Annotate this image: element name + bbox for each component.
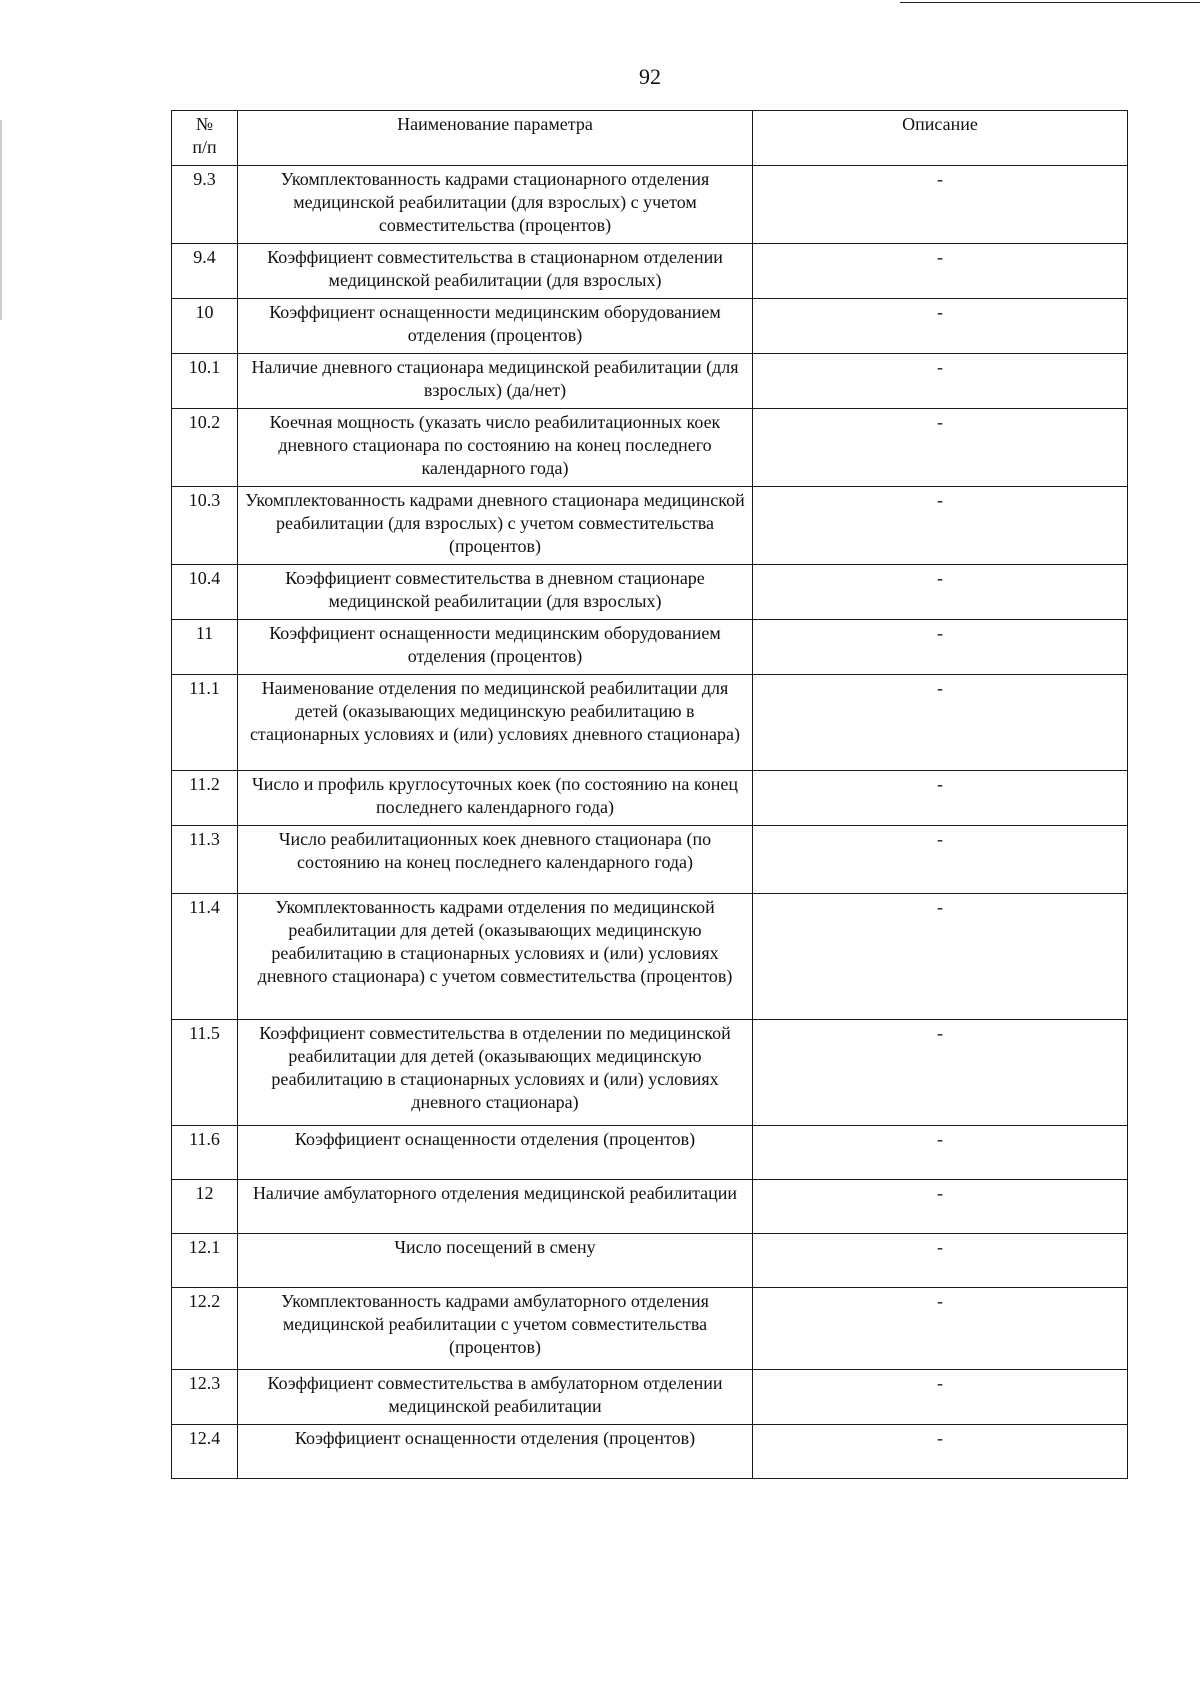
table-row — [172, 771, 1128, 826]
row-parameter-name-cell: Коечная мощность (указать число реабилитационных коек дневного стационара по состоянию на конец последнего календарного года) — [238, 409, 753, 487]
row-number-cell: 9.3 — [172, 166, 238, 244]
row-number-cell: 12.1 — [172, 1234, 238, 1288]
row-description-cell: - — [753, 894, 1128, 1020]
row-parameter-name-cell: Наличие дневного стационара медицинской реабилитации (для взрослых) (да/нет) — [238, 354, 753, 409]
row-parameter-name-cell: Число реабилитационных коек дневного стационара (по состоянию на конец последнего календарного года) — [238, 826, 753, 894]
table-row — [172, 1126, 1128, 1180]
row-parameter-name-cell: Коэффициент совместительства в дневном стационаре медицинской реабилитации (для взрослых) — [238, 565, 753, 620]
row-description-cell: - — [753, 565, 1128, 620]
table-row — [172, 894, 1128, 1020]
parameters-table — [171, 110, 1128, 1479]
row-parameter-name-cell: Укомплектованность кадрами отделения по медицинской реабилитации для детей (оказывающих медицинскую реабилитацию в стационарных условиях и (или) условиях дневного стационара) с учетом совместительства (процентов) — [238, 894, 753, 1020]
row-number-cell: 10.2 — [172, 409, 238, 487]
row-number-cell: 12.3 — [172, 1370, 238, 1425]
table-row — [172, 620, 1128, 675]
table-row — [172, 1180, 1128, 1234]
row-number-cell: 11.3 — [172, 826, 238, 894]
row-description-cell: - — [753, 166, 1128, 244]
row-parameter-name-cell: Число посещений в смену — [238, 1234, 753, 1288]
row-description-cell: - — [753, 1288, 1128, 1370]
row-parameter-name-cell: Наименование отделения по медицинской реабилитации для детей (оказывающих медицинскую реабилитацию в стационарных условиях и (или) условиях дневного стационара) — [238, 675, 753, 771]
row-number-cell: 11.4 — [172, 894, 238, 1020]
table-row — [172, 1288, 1128, 1370]
row-description-cell: - — [753, 354, 1128, 409]
row-parameter-name-cell: Число и профиль круглосуточных коек (по состоянию на конец последнего календарного года) — [238, 771, 753, 826]
row-description-cell: - — [753, 675, 1128, 771]
row-description-cell: - — [753, 409, 1128, 487]
row-parameter-name-cell: Укомплектованность кадрами амбулаторного отделения медицинской реабилитации с учетом совместительства (процентов) — [238, 1288, 753, 1370]
table-row — [172, 354, 1128, 409]
row-parameter-name-cell: Наличие амбулаторного отделения медицинской реабилитации — [238, 1180, 753, 1234]
row-number-cell: 12.2 — [172, 1288, 238, 1370]
row-parameter-name-cell: Коэффициент оснащенности медицинским оборудованием отделения (процентов) — [238, 299, 753, 354]
header-description: Описание — [753, 111, 1128, 166]
table-row — [172, 487, 1128, 565]
row-number-cell: 11.2 — [172, 771, 238, 826]
table-row — [172, 166, 1128, 244]
table-row — [172, 1425, 1128, 1479]
table-row — [172, 826, 1128, 894]
row-description-cell: - — [753, 826, 1128, 894]
row-number-cell: 11.5 — [172, 1020, 238, 1126]
row-description-cell: - — [753, 1180, 1128, 1234]
row-description-cell: - — [753, 1020, 1128, 1126]
table-row — [172, 1234, 1128, 1288]
row-parameter-name-cell: Укомплектованность кадрами стационарного отделения медицинской реабилитации (для взрослых) с учетом совместительства (процентов) — [238, 166, 753, 244]
row-number-cell: 12 — [172, 1180, 238, 1234]
row-description-cell: - — [753, 299, 1128, 354]
row-number-cell: 11 — [172, 620, 238, 675]
row-parameter-name-cell: Укомплектованность кадрами дневного стационара медицинской реабилитации (для взрослых) с учетом совместительства (процентов) — [238, 487, 753, 565]
row-number-cell: 10 — [172, 299, 238, 354]
table-row — [172, 409, 1128, 487]
row-number-cell: 11.1 — [172, 675, 238, 771]
row-number-cell: 9.4 — [172, 244, 238, 299]
table-row — [172, 299, 1128, 354]
header-parameter-name: Наименование параметра — [238, 111, 753, 166]
row-number-cell: 12.4 — [172, 1425, 238, 1479]
row-number-cell: 10.3 — [172, 487, 238, 565]
row-description-cell: - — [753, 487, 1128, 565]
table-row — [172, 1020, 1128, 1126]
table-row — [172, 244, 1128, 299]
row-parameter-name-cell: Коэффициент совместительства в отделении по медицинской реабилитации для детей (оказывающих медицинскую реабилитацию в стационарных условиях и (или) условиях дневного стационара) — [238, 1020, 753, 1126]
table-row — [172, 675, 1128, 771]
row-parameter-name-cell: Коэффициент оснащенности отделения (процентов) — [238, 1425, 753, 1479]
row-description-cell: - — [753, 244, 1128, 299]
header-number: № п/п — [172, 111, 238, 166]
row-parameter-name-cell: Коэффициент совместительства в стационарном отделении медицинской реабилитации (для взрослых) — [238, 244, 753, 299]
row-parameter-name-cell: Коэффициент оснащенности отделения (процентов) — [238, 1126, 753, 1180]
row-number-cell: 10.1 — [172, 354, 238, 409]
scan-edge-line — [900, 2, 1200, 3]
row-description-cell: - — [753, 771, 1128, 826]
row-description-cell: - — [753, 1425, 1128, 1479]
table-row — [172, 565, 1128, 620]
table-header-row — [172, 111, 1128, 166]
row-description-cell: - — [753, 1126, 1128, 1180]
row-description-cell: - — [753, 1370, 1128, 1425]
row-number-cell: 10.4 — [172, 565, 238, 620]
scan-edge-shadow — [0, 120, 2, 320]
row-parameter-name-cell: Коэффициент оснащенности медицинским оборудованием отделения (процентов) — [238, 620, 753, 675]
table-body — [172, 166, 1128, 1479]
row-parameter-name-cell: Коэффициент совместительства в амбулаторном отделении медицинской реабилитации — [238, 1370, 753, 1425]
row-description-cell: - — [753, 620, 1128, 675]
page-number: 92 — [639, 64, 661, 89]
table-row — [172, 1370, 1128, 1425]
row-number-cell: 11.6 — [172, 1126, 238, 1180]
row-description-cell: - — [753, 1234, 1128, 1288]
